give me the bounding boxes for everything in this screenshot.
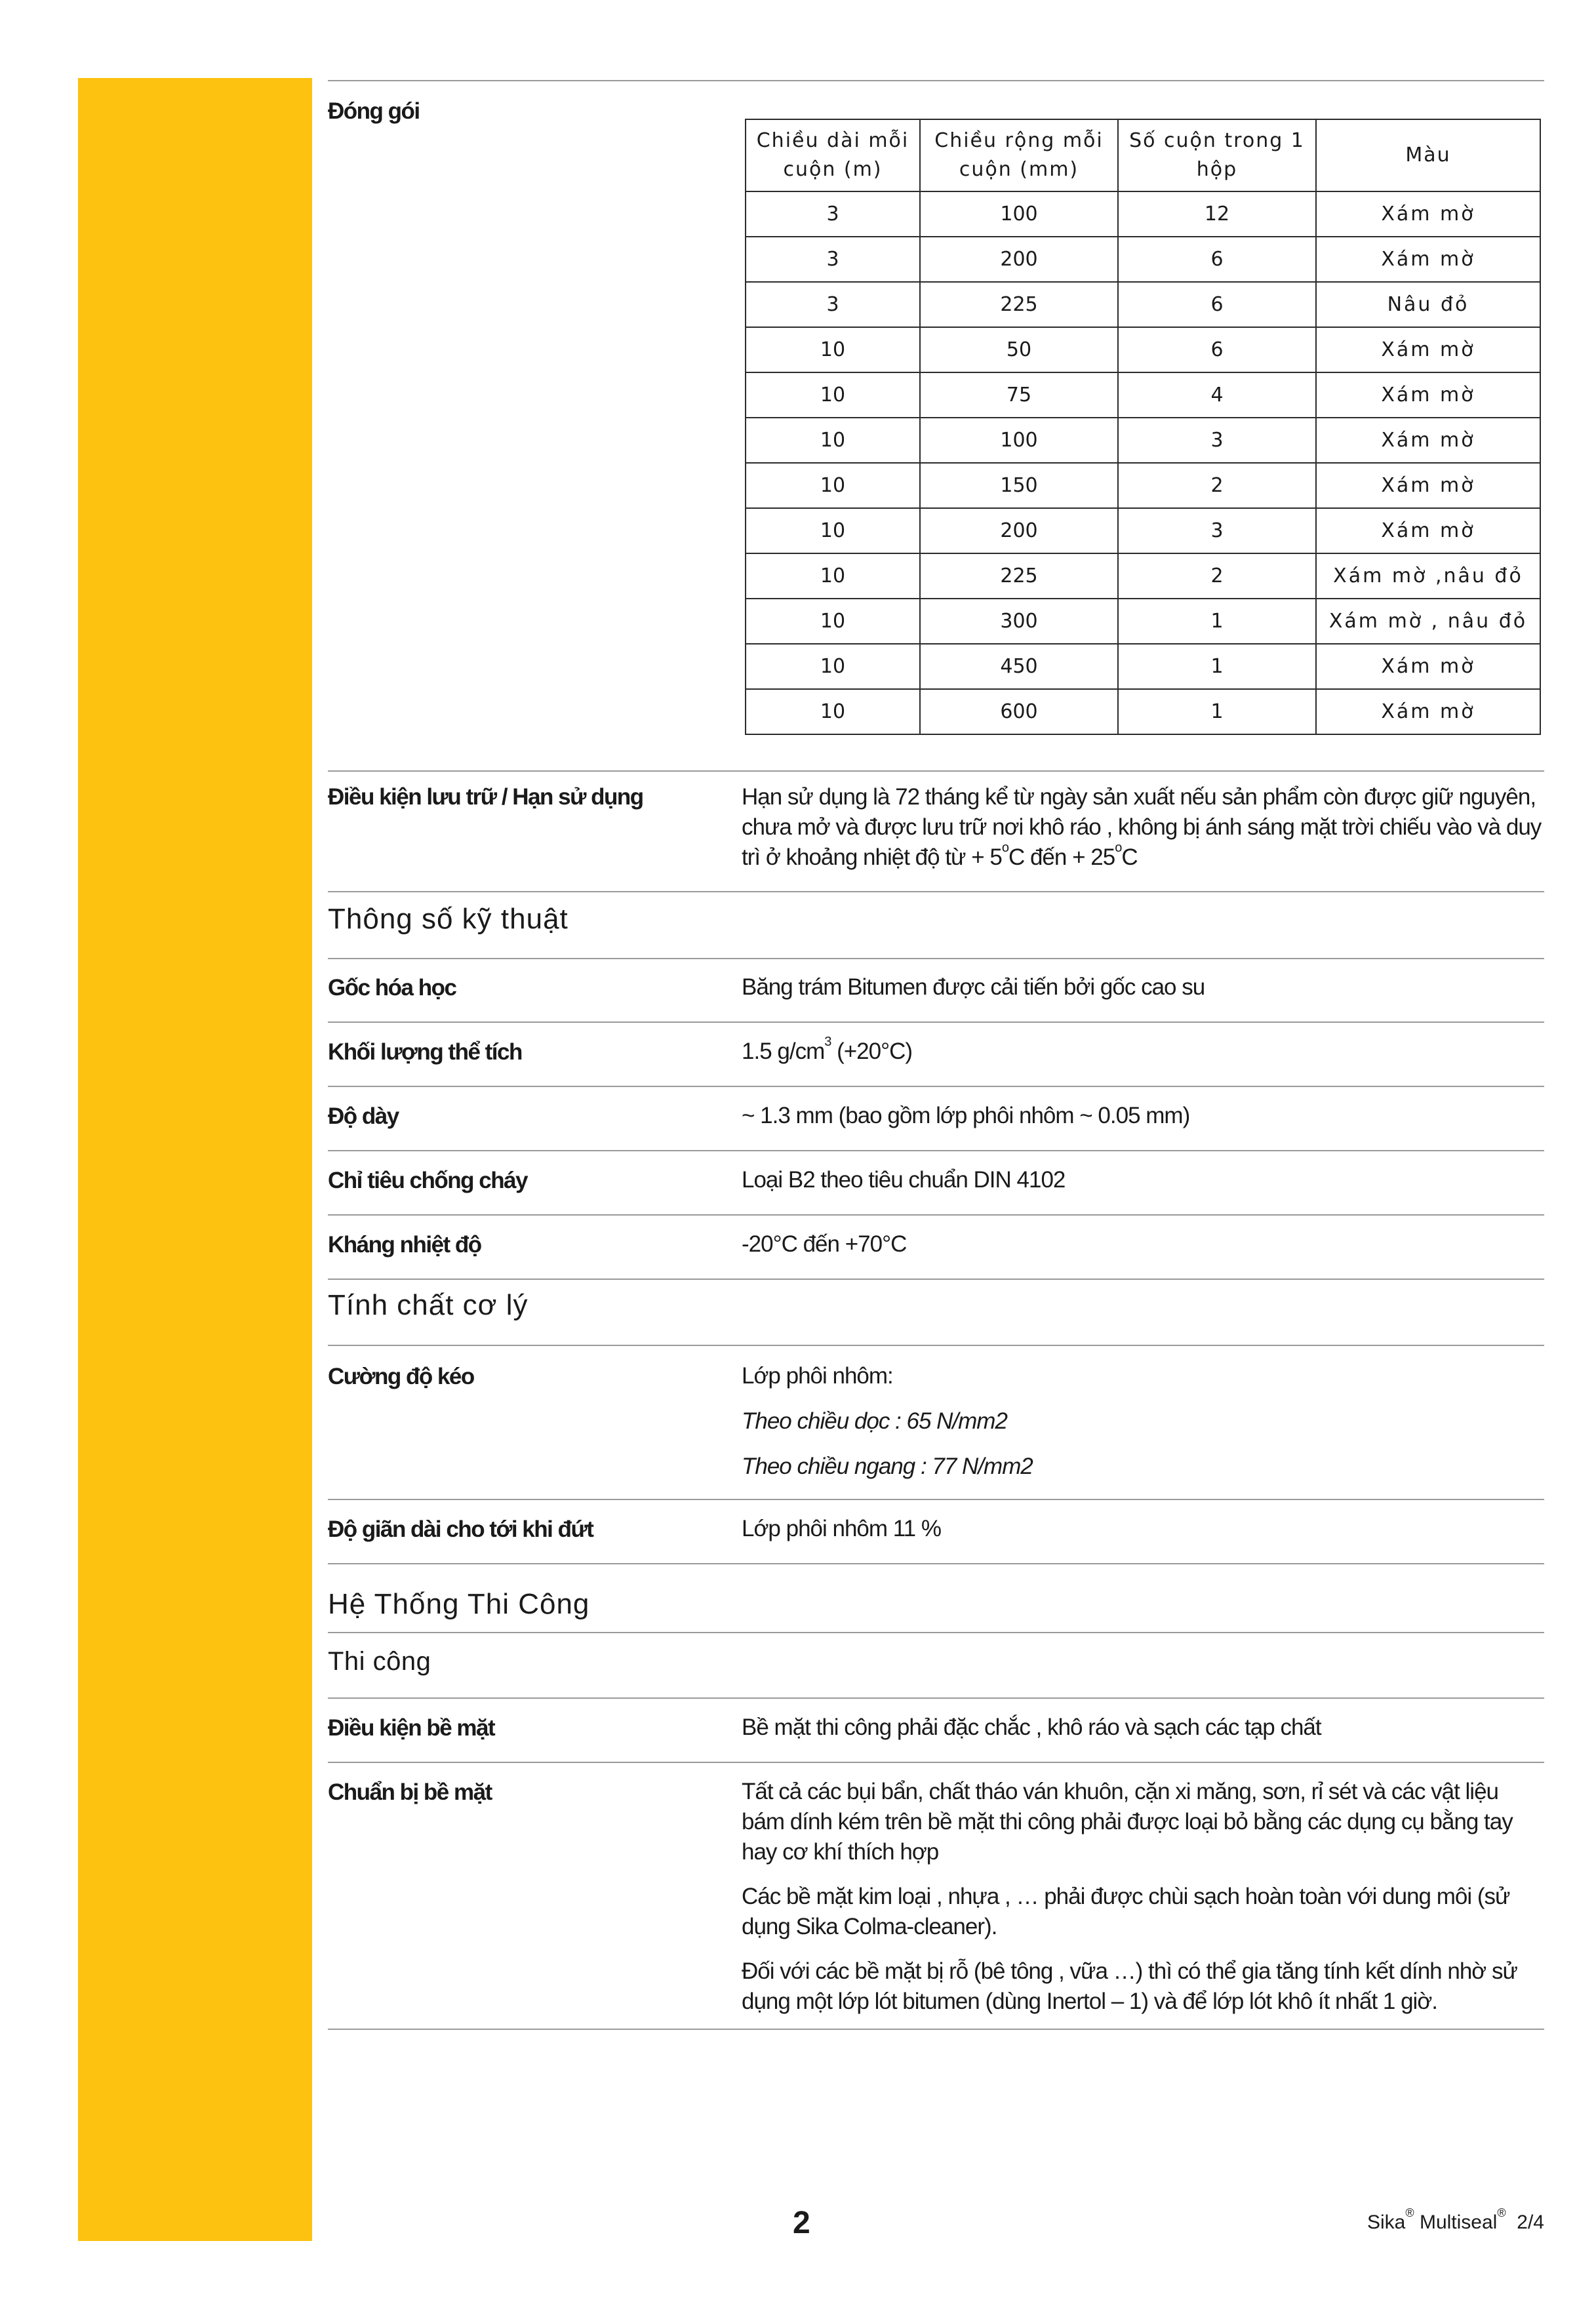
thickness-label: Độ dày <box>328 1103 399 1129</box>
substrate-condition-value: Bề mặt thi công phải đặc chắc , khô ráo và sạch các tạp chất <box>742 1715 1321 1740</box>
footer-page-of: 2/4 <box>1517 2211 1544 2233</box>
cell-width: 225 <box>920 282 1118 327</box>
technical-section-title: Thông số kỹ thuật <box>328 903 569 935</box>
divider <box>328 770 1544 772</box>
density-label: Khối lượng thể tích <box>328 1039 522 1065</box>
yellow-side-bar <box>78 78 312 2241</box>
table-row <box>746 282 1540 327</box>
cell-colour: Xám mờ <box>1316 237 1540 282</box>
cell-width: 100 <box>920 418 1118 463</box>
table-row <box>746 463 1540 508</box>
elongation-label: Độ giãn dài cho tới khi đứt <box>328 1517 593 1542</box>
cell-rolls: 6 <box>1118 282 1316 327</box>
substrate-prep-value <box>742 1777 1544 2031</box>
substrate-prep-label: Chuẩn bị bề mặt <box>328 1779 492 1805</box>
cell-rolls: 1 <box>1118 689 1316 734</box>
divider <box>328 1499 1544 1500</box>
cell-colour: Nâu đỏ <box>1316 282 1540 327</box>
header-rolls-per-box: Số cuộn trong 1 hộp <box>1118 119 1316 191</box>
cell-colour: Xám mờ <box>1316 689 1540 734</box>
footer-product-name <box>1367 2206 1544 2234</box>
chemical-base-label: Gốc hóa học <box>328 975 456 1001</box>
divider <box>328 1345 1544 1346</box>
cell-colour: Xám mờ , nâu đỏ <box>1316 599 1540 644</box>
divider <box>328 958 1544 959</box>
registered-mark: ® <box>1497 2206 1506 2219</box>
cell-length: 10 <box>746 644 920 689</box>
header-roll-width: Chiều rộng mỗi cuộn (mm) <box>920 119 1118 191</box>
cell-length: 10 <box>746 372 920 418</box>
divider <box>328 1150 1544 1151</box>
table-row <box>746 689 1540 734</box>
thickness-value: ~ 1.3 mm (bao gồm lớp phôi nhôm ~ 0.05 mm) <box>742 1103 1190 1128</box>
cell-rolls: 3 <box>1118 508 1316 553</box>
storage-label: Điều kiện lưu trữ / Hạn sử dụng <box>328 784 643 810</box>
cell-rolls: 12 <box>1118 191 1316 237</box>
cell-length: 10 <box>746 327 920 372</box>
system-section-title: Hệ Thống Thi Công <box>328 1588 590 1620</box>
density-value-pre: 1.5 g/cm <box>742 1039 825 1064</box>
fire-rating-value: Loại B2 theo tiêu chuẩn DIN 4102 <box>742 1167 1066 1193</box>
cell-length: 3 <box>746 237 920 282</box>
cell-rolls: 6 <box>1118 327 1316 372</box>
divider <box>328 891 1544 892</box>
tensile-value <box>742 1361 1544 1496</box>
tensile-line-3: Theo chiều ngang : 77 N/mm2 <box>742 1454 1033 1479</box>
cell-rolls: 2 <box>1118 463 1316 508</box>
cell-colour: Xám mờ ,nâu đỏ <box>1316 553 1540 599</box>
header-colour: Màu <box>1316 119 1540 191</box>
cell-rolls: 2 <box>1118 553 1316 599</box>
page-number: 2 <box>793 2206 810 2240</box>
substrate-condition-label: Điều kiện bề mặt <box>328 1715 495 1741</box>
cell-length: 10 <box>746 553 920 599</box>
table-row <box>746 418 1540 463</box>
divider <box>328 1762 1544 1763</box>
storage-text-end: C <box>1121 844 1138 870</box>
cell-length: 3 <box>746 282 920 327</box>
divider <box>328 2029 1544 2030</box>
cell-width: 75 <box>920 372 1118 418</box>
chemical-base-value: Băng trám Bitumen được cải tiến bởi gốc cao su <box>742 974 1205 1000</box>
cell-length: 10 <box>746 508 920 553</box>
application-subtitle: Thi công <box>328 1647 431 1676</box>
table-row <box>746 508 1540 553</box>
cell-width: 150 <box>920 463 1118 508</box>
divider <box>328 1086 1544 1087</box>
cell-length: 10 <box>746 463 920 508</box>
header-roll-length: Chiều dài mỗi cuộn (m) <box>746 119 920 191</box>
tensile-line-2: Theo chiều dọc : 65 N/mm2 <box>742 1408 1007 1434</box>
divider <box>328 80 1544 81</box>
degree-sup: o <box>1001 841 1008 855</box>
mechanical-section-title: Tính chất cơ lý <box>328 1289 529 1321</box>
cell-width: 50 <box>920 327 1118 372</box>
cell-width: 100 <box>920 191 1118 237</box>
temperature-value: -20°C đến +70°C <box>742 1231 907 1257</box>
cell-width: 450 <box>920 644 1118 689</box>
footer-product: Multiseal <box>1419 2211 1498 2233</box>
table-row <box>746 191 1540 237</box>
registered-mark: ® <box>1405 2206 1414 2219</box>
cell-rolls: 3 <box>1118 418 1316 463</box>
packaging-label: Đóng gói <box>328 98 420 124</box>
packaging-table-body <box>746 191 1540 734</box>
divider <box>328 1214 1544 1216</box>
cell-width: 200 <box>920 508 1118 553</box>
substrate-prep-paragraph-3: Đối với các bề mặt bị rỗ (bê tông , vữa …) thì có thể gia tăng tính kết dính nhờ sử dụng một lớp lót bitumen (dùng Inertol – 1) và để lớp lót khô ít nhất 1 giờ. <box>742 1958 1517 2014</box>
cubic-sup: 3 <box>824 1035 831 1049</box>
cell-width: 200 <box>920 237 1118 282</box>
cell-colour: Xám mờ <box>1316 372 1540 418</box>
storage-value <box>742 782 1544 873</box>
fire-rating-label: Chỉ tiêu chống cháy <box>328 1168 528 1193</box>
cell-rolls: 4 <box>1118 372 1316 418</box>
divider <box>328 1279 1544 1280</box>
cell-rolls: 1 <box>1118 599 1316 644</box>
storage-text-mid: C đến + 25 <box>1008 844 1115 870</box>
divider <box>328 1021 1544 1023</box>
table-row <box>746 327 1540 372</box>
cell-colour: Xám mờ <box>1316 191 1540 237</box>
table-row <box>746 237 1540 282</box>
elongation-value: Lớp phôi nhôm 11 % <box>742 1516 941 1541</box>
storage-text-main: Hạn sử dụng là 72 tháng kể từ ngày sản xuất nếu sản phẩm còn được giữ nguyên, chưa mở và được lưu trữ nơi khô ráo , không bị ánh sáng mặt trời chiếu vào và duy trì ở khoảng nhiệt độ từ + 5 <box>742 784 1542 870</box>
table-row <box>746 372 1540 418</box>
table-row <box>746 553 1540 599</box>
tensile-label: Cường độ kéo <box>328 1364 474 1389</box>
cell-colour: Xám mờ <box>1316 463 1540 508</box>
tensile-line-1: Lớp phôi nhôm: <box>742 1363 893 1389</box>
cell-colour: Xám mờ <box>1316 508 1540 553</box>
substrate-prep-paragraph-2: Các bề mặt kim loại , nhựa , … phải được chùi sạch hoàn toàn với dung môi (sử dụng Sika Colma-cleaner). <box>742 1884 1510 1939</box>
table-header-row <box>746 119 1540 191</box>
cell-length: 3 <box>746 191 920 237</box>
cell-rolls: 6 <box>1118 237 1316 282</box>
cell-colour: Xám mờ <box>1316 327 1540 372</box>
packaging-table <box>745 119 1541 735</box>
density-value-post: (+20°C) <box>831 1039 913 1064</box>
cell-width: 300 <box>920 599 1118 644</box>
density-value <box>742 1037 1544 1067</box>
cell-rolls: 1 <box>1118 644 1316 689</box>
table-row <box>746 599 1540 644</box>
cell-colour: Xám mờ <box>1316 418 1540 463</box>
degree-sup: o <box>1115 841 1122 855</box>
divider <box>328 1632 1544 1633</box>
cell-width: 600 <box>920 689 1118 734</box>
cell-width: 225 <box>920 553 1118 599</box>
divider <box>328 1563 1544 1564</box>
footer-brand: Sika <box>1367 2211 1406 2233</box>
cell-length: 10 <box>746 418 920 463</box>
cell-length: 10 <box>746 599 920 644</box>
temperature-label: Kháng nhiệt độ <box>328 1232 481 1258</box>
table-row <box>746 644 1540 689</box>
substrate-prep-paragraph-1: Tất cả các bụi bẩn, chất tháo ván khuôn, cặn xi măng, sơn, rỉ sét và các vật liệu bám dính kém trên bề mặt thi công phải được loại bỏ bằng các dụng cụ bằng tay hay cơ khí thích hợp <box>742 1779 1513 1865</box>
divider <box>328 1697 1544 1699</box>
cell-length: 10 <box>746 689 920 734</box>
cell-colour: Xám mờ <box>1316 644 1540 689</box>
